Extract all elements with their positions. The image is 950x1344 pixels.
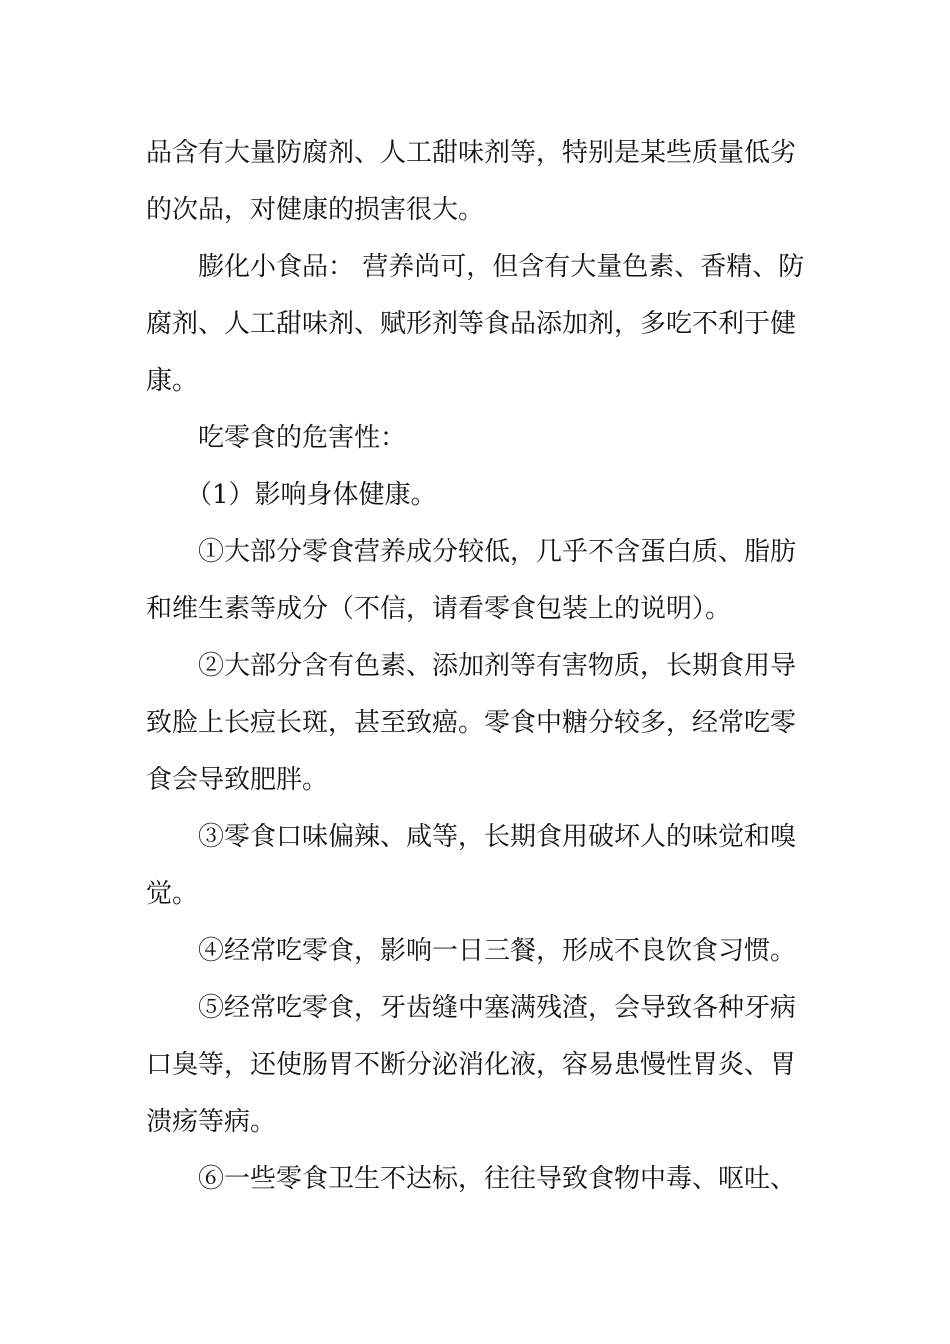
list-item-6: ⑥一些零食卫生不达标，往往导致食物中毒、呕吐、 [198,1164,797,1194]
list-item-4: ④经常吃零食，影响一日三餐，形成不良饮食习惯。 [198,936,797,966]
list-item-1: ①大部分零食营养成分较低，几乎不含蛋白质、脂肪和维生素等成分（不信，请看零食包装上的说明）。 [146,537,797,624]
section-heading-harms: 吃零食的危害性： [198,423,407,453]
list-item-2: ②大部分含有色素、添加剂等有害物质，长期食用导致脸上长痘长斑，甚至致癌。零食中糖分较多，经常吃零食会导致肥胖。 [146,651,797,795]
paragraph-puffed-snacks: 膨化小食品： 营养尚可，但含有大量色素、香精、防腐剂、人工甜味剂、赋形剂等食品添加剂，多吃不利于健康。 [146,252,805,396]
document-body [146,125,816,1208]
list-item-3: ③零食口味偏辣、咸等，长期食用破坏人的味觉和嗅觉。 [146,822,797,909]
list-item-5: ⑤经常吃零食，牙齿缝中塞满残渣，会导致各种牙病口臭等，还使肠胃不断分泌消化液，容易患慢性胃炎、胃溃疡等病。 [146,993,797,1137]
paragraph-continuation: 品含有大量防腐剂、人工甜味剂等，特别是某些质量低劣的次品，对健康的损害很大。 [146,138,797,225]
subheading-health-impact: （1）影响身体健康。 [186,480,437,510]
